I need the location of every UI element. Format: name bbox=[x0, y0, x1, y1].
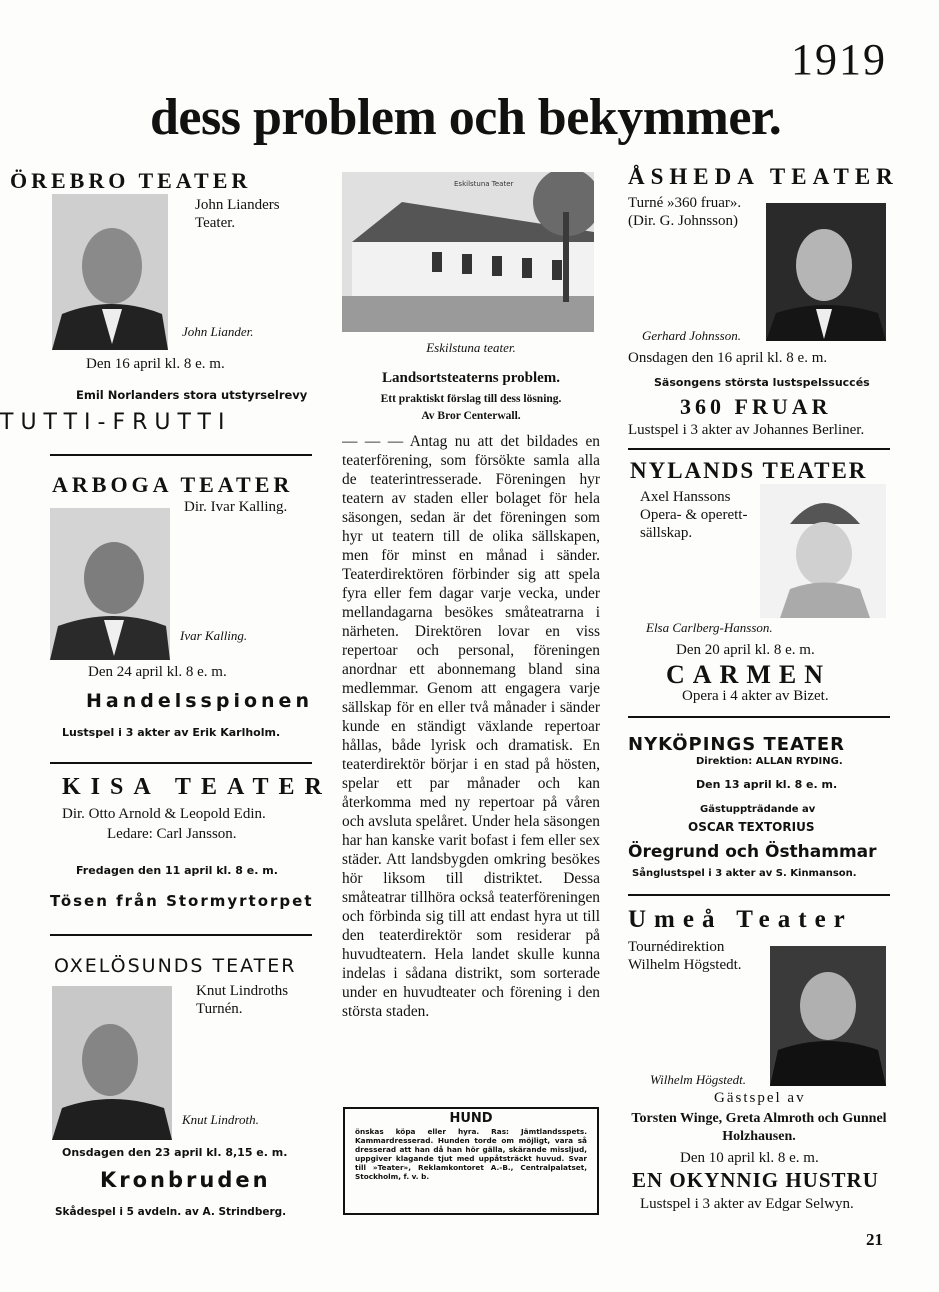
divider bbox=[628, 448, 890, 450]
nyland-title: NYLANDS TEATER bbox=[630, 458, 868, 483]
arboga-caption: Ivar Kalling. bbox=[180, 628, 248, 643]
photo-label: Eskilstuna Teater bbox=[454, 180, 514, 188]
oxelosund-owner: Knut Lindroths Turnén. bbox=[196, 983, 289, 1017]
orebro-title: ÖREBRO TEATER bbox=[10, 168, 252, 193]
arboga-show: Handelsspionen bbox=[86, 690, 313, 712]
orebro-presenter: Emil Norlanders stora utstyrselrevy bbox=[76, 388, 308, 402]
asheda-title: ÅSHEDA TEATER bbox=[628, 164, 899, 189]
kisa-date: Fredagen den 11 april kl. 8 e. m. bbox=[76, 864, 278, 877]
umea-date: Den 10 april kl. 8 e. m. bbox=[680, 1150, 819, 1166]
john-liander-portrait bbox=[52, 194, 168, 350]
orebro-date: Den 16 april kl. 8 e. m. bbox=[86, 356, 225, 372]
eskilstuna-theatre-photo bbox=[342, 172, 594, 332]
asheda-caption: Gerhard Johnsson. bbox=[642, 328, 741, 343]
article-title: Landsortsteaterns problem. bbox=[381, 370, 561, 386]
article-body: — — — Antag nu att det bildades en teaterförening, som försökte samla alla de teaterintresserade. Föreningen hyr teatern av staden eller bolaget för hela säsongen, sedan är det föreningen som hyr ut teatern till de olika sällskapen, men för minst en månad i sänder. Teaterdirektören förbinder sig att spela fyra eller fem dagar varje vecka, under mellandagarna besökes småteatrarna i närheten. Direktören lovar en viss repertoar och personal, föreningen anordnar ett abonnemang bland sina medlemmar. Genom att engagera varje sällskap för en eller två månader i sänder kunde en ständigt växlande repertoar hållas, både lyrisk och dramatisk. En teaterdirektör börjar i en stad på hösten, spelar ett par månader och kan återkomma med ny repertoar på våren och avsluta spelåret. Under hela säsongen har han kanske varit bofast i fem eller sex städer. Att landsbygden omkring besökes hör liksom till distriktet. Dessa småteatrar tillhöra också teaterföreningen och förbinda sig till att endast hyra ut till den teaterdirektör som residerar på huvudteatern. Hela landet skulle kunna indelas i sådana distrikt, som sorterade under en huvudteater och förening i den största staden. bbox=[342, 433, 600, 1020]
wilhelm-hogstedt-portrait bbox=[770, 946, 886, 1086]
orebro-show: TUTTI-FRUTTI bbox=[0, 410, 232, 435]
year: 1919 bbox=[791, 35, 887, 84]
umea-guest-label: Gästspel av bbox=[714, 1090, 806, 1106]
kisa-director: Dir. Otto Arnold & Leopold Edin. bbox=[62, 806, 266, 822]
divider bbox=[50, 934, 312, 936]
kisa-show: Tösen från Stormyrtorpet bbox=[50, 892, 314, 910]
umea-subtitle: Lustspel i 3 akter av Edgar Selwyn. bbox=[640, 1196, 854, 1212]
knut-lindroth-portrait bbox=[52, 986, 172, 1140]
nykoping-director: Direktion: ALLAN RYDING. bbox=[696, 756, 843, 767]
gerhard-johnsson-portrait bbox=[766, 203, 886, 341]
divider bbox=[628, 716, 890, 718]
nyland-subtitle: Opera i 4 akter av Bizet. bbox=[682, 688, 829, 704]
article-byline: Av Bror Centerwall. bbox=[421, 410, 521, 422]
eskilstuna-caption: Eskilstuna teater. bbox=[426, 340, 516, 355]
arboga-title: ARBOGA TEATER bbox=[52, 472, 294, 497]
page-number: 21 bbox=[866, 1230, 883, 1249]
umea-guests: Torsten Winge, Greta Almroth och Gunnel Holzhausen. bbox=[631, 1111, 887, 1144]
oxelosund-caption: Knut Lindroth. bbox=[182, 1112, 259, 1127]
asheda-show: 360 FRUAR bbox=[680, 394, 832, 419]
nyland-date: Den 20 april kl. 8 e. m. bbox=[676, 642, 815, 658]
hund-ad bbox=[343, 1107, 599, 1215]
ivar-kalling-portrait bbox=[50, 508, 170, 660]
kisa-title: KISA TEATER bbox=[62, 774, 332, 800]
nykoping-subtitle: Sånglustspel i 3 akter av S. Kinmanson. bbox=[632, 868, 857, 879]
orebro-caption: John Liander. bbox=[182, 324, 254, 339]
arboga-director: Dir. Ivar Kalling. bbox=[184, 499, 288, 515]
page-headline: dess problem och bekymmer. bbox=[150, 89, 782, 146]
nykoping-date: Den 13 april kl. 8 e. m. bbox=[696, 778, 838, 791]
orebro-owner: John Lianders Teater. bbox=[195, 197, 280, 231]
divider bbox=[50, 454, 312, 456]
article-subtitle: Ett praktiskt förslag till dess lösning. bbox=[380, 393, 562, 405]
asheda-tour: Turné »360 fruar». (Dir. G. Johnsson) bbox=[628, 195, 742, 229]
hund-ad-title: HUND bbox=[449, 1111, 493, 1126]
umea-title: Umeå Teater bbox=[628, 906, 853, 933]
umea-show: EN OKYNNIG HUSTRU bbox=[632, 1168, 879, 1192]
nyland-caption: Elsa Carlberg-Hansson. bbox=[646, 620, 773, 635]
divider bbox=[50, 762, 312, 764]
asheda-subtitle: Lustspel i 3 akter av Johannes Berliner. bbox=[628, 422, 865, 438]
elsa-carlberg-hansson-portrait bbox=[760, 484, 886, 618]
divider bbox=[628, 894, 890, 896]
oxelosund-date: Onsdagen den 23 april kl. 8,15 e. m. bbox=[62, 1146, 288, 1159]
nyland-company: Axel Hanssons Opera- & operett-sällskap. bbox=[640, 489, 748, 541]
nykoping-guest-label: Gästuppträdande av bbox=[700, 804, 816, 815]
oxelosund-subtitle: Skådespel i 5 avdeln. av A. Strindberg. bbox=[55, 1206, 287, 1218]
arboga-subtitle: Lustspel i 3 akter av Erik Karlholm. bbox=[62, 726, 281, 739]
umea-caption: Wilhelm Högstedt. bbox=[650, 1072, 747, 1087]
nykoping-show: Öregrund och Östhammar bbox=[628, 842, 877, 862]
nyland-show: CARMEN bbox=[666, 660, 831, 689]
asheda-date: Onsdagen den 16 april kl. 8 e. m. bbox=[628, 350, 828, 366]
hund-ad-text: önskas köpa eller hyra. Ras: Jämtlandsspets. Kammardresserad. Hunden torde om möjligt, vara så dresserad att han då han hör gälla, skärande missljud, uppgiver klagande tjut med uppåtsträckt huvud. Svar till »Teater», Reklamkontoret A.-B., Centralpalatset, Stockholm, f. v. b. bbox=[355, 1127, 587, 1181]
asheda-tagline: Säsongens största lustspelssuccés bbox=[654, 376, 870, 389]
nykoping-title: NYKÖPINGS TEATER bbox=[628, 734, 846, 755]
umea-tour: Tournédirektion Wilhelm Högstedt. bbox=[628, 939, 742, 973]
kisa-leader: Ledare: Carl Jansson. bbox=[107, 826, 237, 842]
nykoping-guest: OSCAR TEXTORIUS bbox=[688, 820, 815, 834]
oxelosund-show: Kronbruden bbox=[100, 1168, 271, 1192]
oxelosund-title: OXELÖSUNDS TEATER bbox=[54, 955, 297, 977]
arboga-date: Den 24 april kl. 8 e. m. bbox=[88, 664, 227, 680]
